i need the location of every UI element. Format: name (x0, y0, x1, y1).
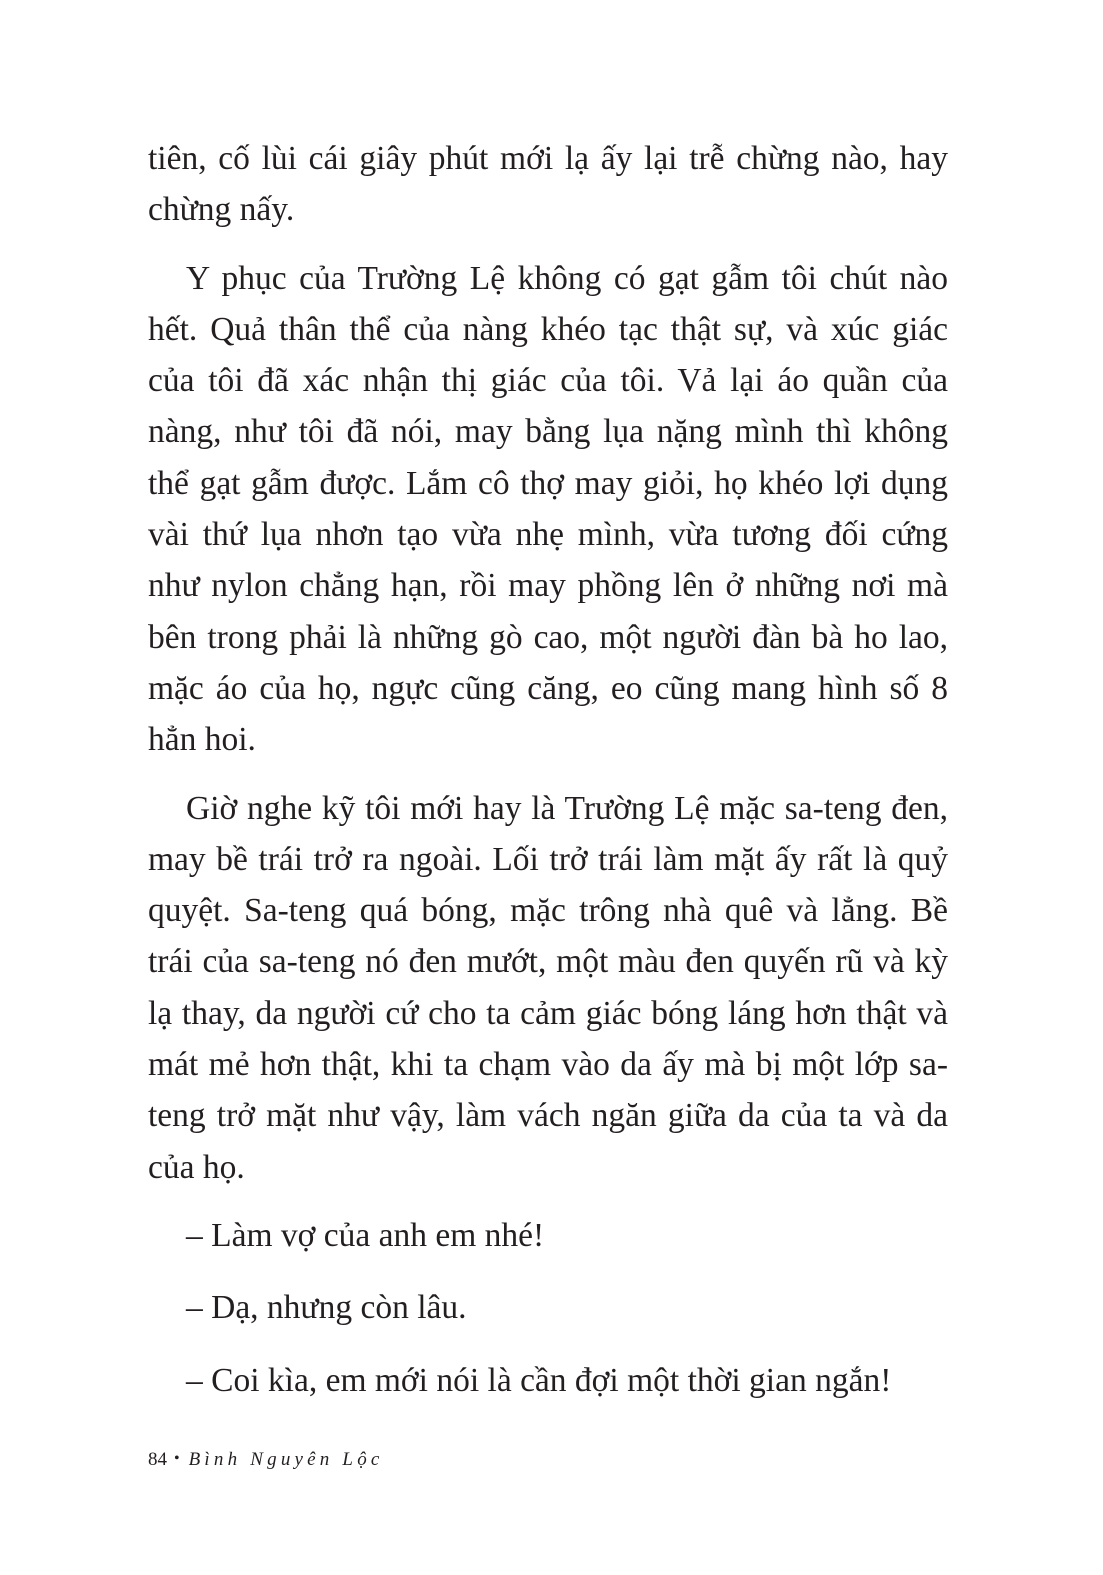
page-footer (148, 1446, 384, 1473)
page-number: 84 (148, 1449, 167, 1470)
dialogue-line: – Làm vợ của anh em nhé! (186, 1216, 545, 1254)
dialogue-line: – Coi kìa, em mới nói là cần đợi một thời gian ngắn! (186, 1361, 892, 1399)
paragraph-continuation: tiên, cố lùi cái giây phút mới lạ ấy lại trễ chừng nào, hay chừng nấy. (148, 140, 948, 229)
author-name: Bình Nguyên Lộc (188, 1449, 384, 1470)
dialogue-line: – Dạ, nhưng còn lâu. (186, 1289, 467, 1327)
bullet-separator-icon: • (174, 1450, 180, 1467)
book-page-body (148, 133, 948, 1427)
paragraph: Y phục của Trường Lệ không có gạt gẫm tôi chút nào hết. Quả thân thể của nàng khéo tạc thật sự, và xúc giác của tôi đã xác nhận thị giác của tôi. Vả lại áo quần của nàng, như tôi đã nói, may bằng lụa nặng mình thì không thể gạt gẫm được. Lắm cô thợ may giỏi, họ khéo lợi dụng vài thứ lụa nhơn tạo vừa nhẹ mình, vừa tương đối cứng như nylon chẳng hạn, rồi may phồng lên ở những nơi mà bên trong phải là những gò cao, một người đàn bà ho lao, mặc áo của họ, ngực cũng căng, eo cũng mang hình số 8 hẳn hoi. (148, 259, 948, 759)
paragraph: Giờ nghe kỹ tôi mới hay là Trường Lệ mặc sa-teng đen, may bề trái trở ra ngoài. Lối trở trái làm mặt ấy rất là quỷ quyệt. Sa-teng quá bóng, mặc trông nhà quê và lẳng. Bề trái của sa-teng nó đen mướt, một màu đen quyến rũ và kỳ lạ thay, da người cứ cho ta cảm giác bóng láng hơn thật và mát mẻ hơn thật, khi ta chạm vào da ấy mà bị một lớp sa-teng trở mặt như vậy, làm vách ngăn giữa da của ta và da của họ. (148, 789, 948, 1186)
